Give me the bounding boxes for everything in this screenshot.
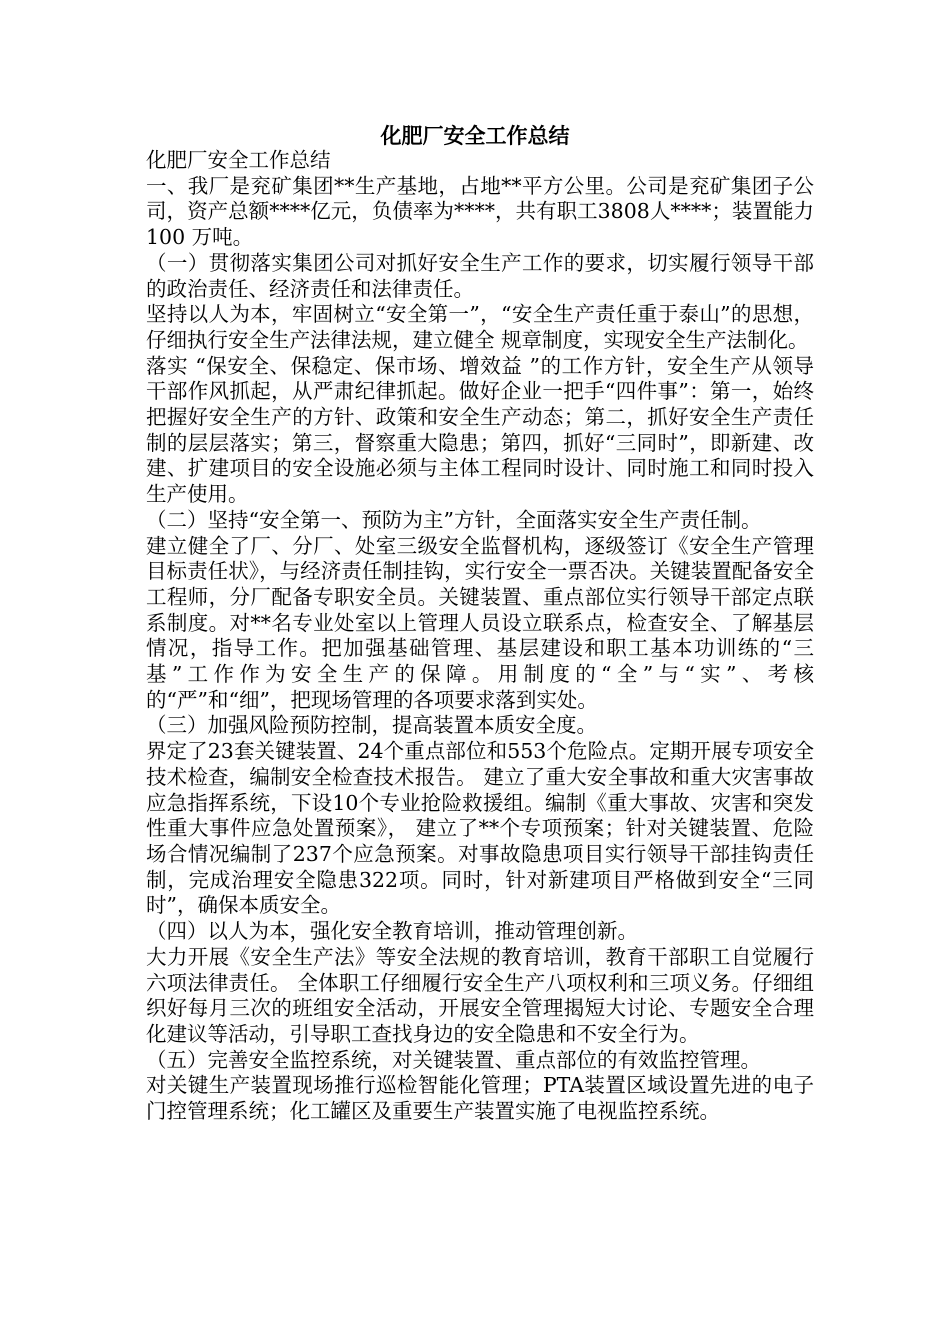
paragraph: 大力开展《安全生产法》等安全法规的教育培训，教育干部职工自觉履行六项法律责任。 全体职工仔细履行安全生产八项权利和三项义务。仔细组织好每月三次的班组安全活动，开展安全管理揭短大讨论、专题安全合理化建议等活动，引导职工查找身边的安全隐患和不安全行为。 xyxy=(146,944,814,1046)
section-heading-2: （二）坚持“安全第一、预防为主”方针，全面落实安全生产责任制。 xyxy=(146,507,762,532)
paragraph: 建立健全了厂、分厂、处室三级安全监督机构，逐级签订《安全生产管理目标责任状》，与经济责任制挂钩，实行安全一票否决。关键装置配备安全工程师，分厂配备专职安全员。关键装置、重点部位实行领导干部定点联系制度。对**名专业处室以上管理人员设立联系点，检查安全、了解基层情况，指导工作。把加强基础管理、基层建设和职工基本功训练的“三基”工作作为安全生产的保障。用制度的“全”与“实”、考核的“严”和“细”，把现场管理的各项要求落到实处。 xyxy=(146,533,814,712)
paragraph: 落实 “保安全、保稳定、保市场、增效益 ”的工作方针，安全生产从领导干部作风抓起，从严肃纪律抓起。做好企业一把手“四件事”：第一，始终把握好安全生产的方针、政策和安全生产动态；第二，抓好安全生产责任制的层层落实；第三，督察重大隐患；第四，抓好“三同时”，即新建、改建、扩建项目的安全设施必须与主体工程同时设计、同时施工和同时投入生产使用。 xyxy=(146,353,814,507)
section-heading-4: （四）以人为本，强化安全教育培训，推动管理创新。 xyxy=(146,919,638,944)
document-title: 化肥厂安全工作总结 xyxy=(380,124,570,148)
paragraph: 坚持以人为本，牢固树立“安全第一”，“安全生产责任重于泰山”的思想，仔细执行安全生产法律法规，建立健全 规章制度，实现安全生产法制化。 xyxy=(146,302,814,352)
section-heading-5: （五）完善安全监控系统，对关键装置、重点部位的有效监控管理。 xyxy=(146,1047,761,1072)
paragraph-subtitle: 化肥厂安全工作总结 xyxy=(146,148,331,172)
document-body xyxy=(146,148,814,1125)
paragraph: 对关键生产装置现场推行巡检智能化管理；PTA装置区域设置先进的电子门控管理系统；化工罐区及重要生产装置实施了电视监控系统。 xyxy=(146,1073,814,1124)
section-heading-1: （一）贯彻落实集团公司对抓好安全生产工作的要求，切实履行领导干部的政治责任、经济责任和法律责任。 xyxy=(146,250,814,301)
section-heading-3: （三）加强风险预防控制，提高装置本质安全度。 xyxy=(146,713,597,738)
paragraph: 界定了23套关键装置、24个重点部位和553个危险点。定期开展专项安全技术检查，编制安全检查技术报告。 建立了重大安全事故和重大灾害事故应急指挥系统，下设10个专业抢险救援组。编制《重大事故、灾害和突发性重大事件应急处置预案》， 建立了**个专项预案；针对关键装置、危险场合情况编制了237个应急预案。对事故隐患项目实行领导干部挂钩责任制，完成治理安全隐患322项。同时，针对新建项目严格做到安全“三同时”，确保本质安全。 xyxy=(146,739,814,918)
paragraph-overview: 一、我厂是兖矿集团**生产基地，占地**平方公里。公司是兖矿集团子公司，资产总额****亿元，负债率为****，共有职工3808人****；装置能力 100 万吨。 xyxy=(146,173,814,250)
